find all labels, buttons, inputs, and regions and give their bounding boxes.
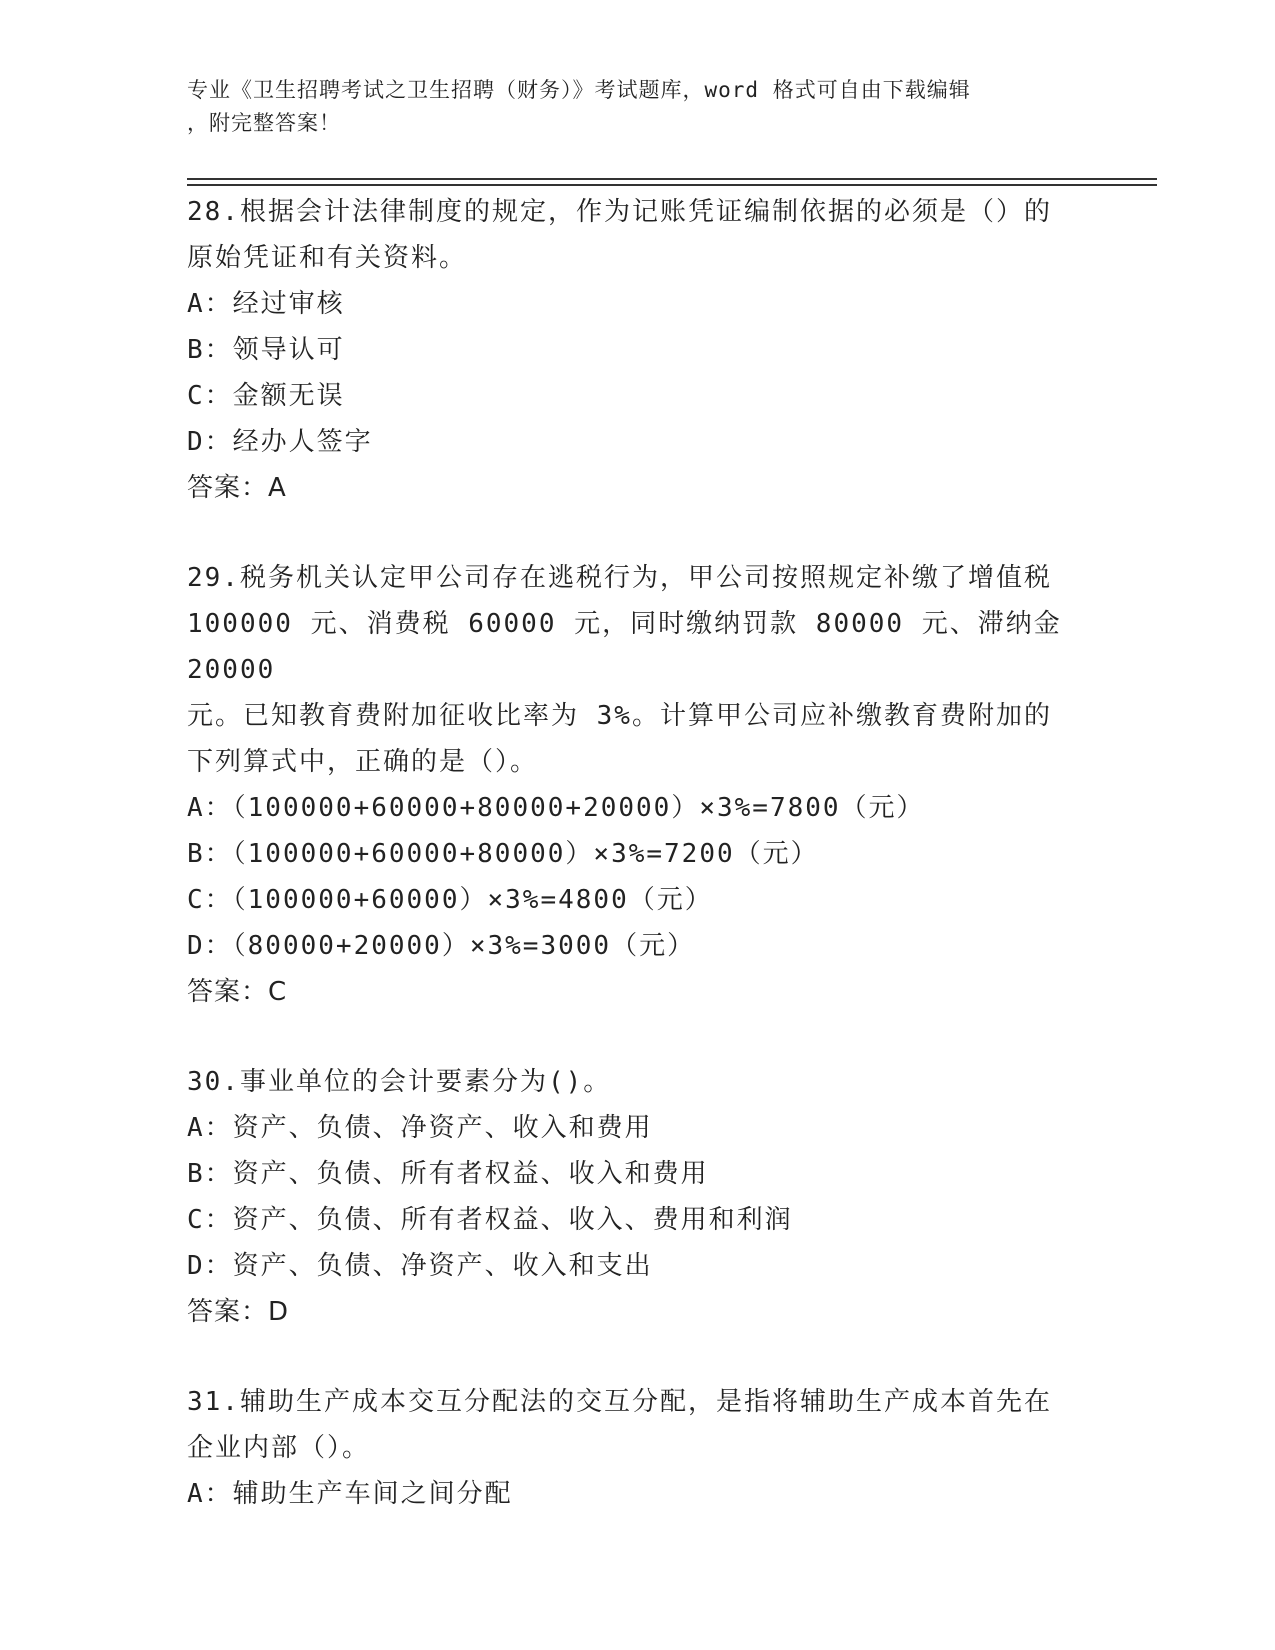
- document-header: [187, 74, 1087, 140]
- header-divider-bottom: [187, 184, 1157, 186]
- answer-line: 答案：A: [187, 473, 287, 503]
- option-c: C：资产、负债、所有者权益、收入、费用和利润: [187, 1205, 793, 1235]
- question-29: [187, 555, 1087, 1015]
- answer-line: 答案：C: [187, 977, 288, 1007]
- stem-line: 100000 元、消费税 60000 元，同时缴纳罚款 80000 元、滞纳金 20000: [187, 609, 1062, 685]
- question-31: [187, 1379, 1087, 1517]
- option-c: C：金额无误: [187, 381, 345, 411]
- header-line-1: 专业《卫生招聘考试之卫生招聘（财务）》考试题库，word 格式可自由下载编辑: [187, 78, 971, 102]
- option-a: A：辅助生产车间之间分配: [187, 1479, 513, 1509]
- stem-line: 原始凭证和有关资料。: [187, 243, 468, 273]
- stem-line: 28.根据会计法律制度的规定，作为记账凭证编制依据的必须是（）的: [187, 197, 1052, 227]
- stem-line: 元。已知教育费附加征收比率为 3%。计算甲公司应补缴教育费附加的: [187, 701, 1052, 731]
- option-b: B：领导认可: [187, 335, 345, 365]
- option-c: C：（100000+60000）×3%=4800（元）: [187, 885, 713, 915]
- option-a: A：资产、负债、净资产、收入和费用: [187, 1113, 653, 1143]
- stem-line: 30.事业单位的会计要素分为()。: [187, 1067, 612, 1097]
- stem-line: 企业内部（）。: [187, 1433, 371, 1463]
- question-30: [187, 1059, 1087, 1335]
- option-d: D：经办人签字: [187, 427, 373, 457]
- option-d: D：（80000+20000）×3%=3000（元）: [187, 931, 696, 961]
- header-divider-top: [187, 178, 1157, 180]
- option-b: B：（100000+60000+80000）×3%=7200（元）: [187, 839, 819, 869]
- stem-line: 29.税务机关认定甲公司存在逃税行为，甲公司按照规定补缴了增值税: [187, 563, 1052, 593]
- question-stem: [187, 1059, 1087, 1105]
- question-28: [187, 189, 1087, 511]
- question-stem: [187, 1379, 1087, 1471]
- option-b: B：资产、负债、所有者权益、收入和费用: [187, 1159, 709, 1189]
- header-line-2: ，附完整答案！: [187, 111, 341, 135]
- answer-line: 答案：D: [187, 1297, 290, 1327]
- question-stem: [187, 189, 1087, 281]
- option-d: D：资产、负债、净资产、收入和支出: [187, 1251, 653, 1281]
- option-a: A：（100000+60000+80000+20000）×3%=7800（元）: [187, 793, 925, 823]
- question-list: [187, 189, 1087, 1517]
- question-stem: [187, 555, 1087, 785]
- stem-line: 31.辅助生产成本交互分配法的交互分配，是指将辅助生产成本首先在: [187, 1387, 1052, 1417]
- option-a: A：经过审核: [187, 289, 345, 319]
- stem-line: 下列算式中，正确的是（）。: [187, 747, 539, 777]
